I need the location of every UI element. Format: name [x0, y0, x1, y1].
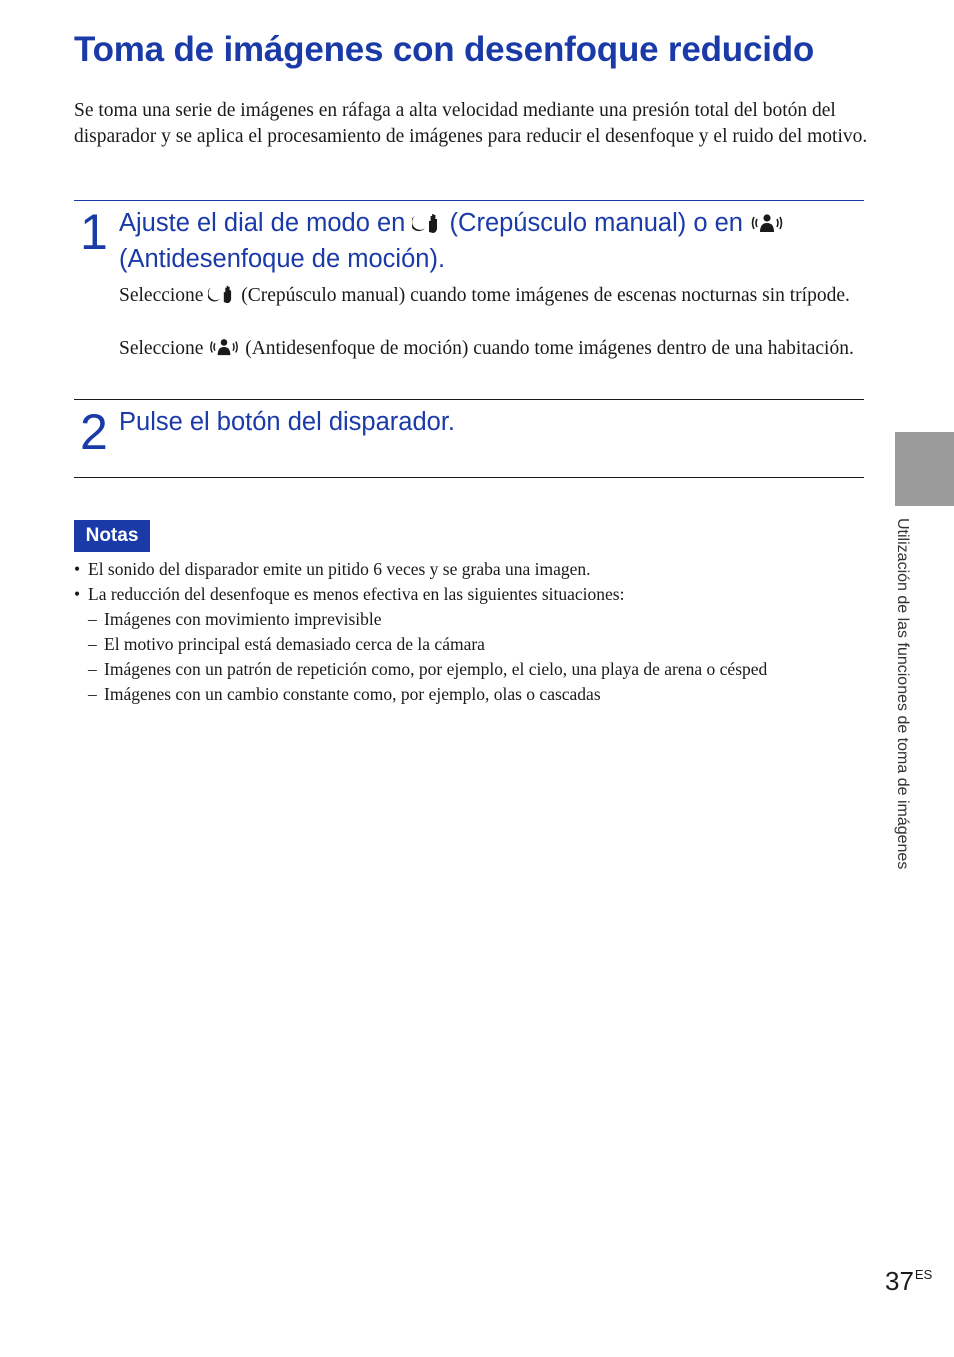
- page-number: [885, 1266, 932, 1297]
- note-item: • El sonido del disparador emite un pitido 6 veces y se graba una imagen.: [74, 559, 591, 579]
- twilight-handheld-icon: [208, 284, 236, 312]
- step-2-number: 2: [80, 404, 108, 460]
- step-1-number: 1: [80, 204, 108, 260]
- anti-motion-blur-icon: [208, 337, 240, 365]
- note-subitem: – El motivo principal está demasiado cerca de la cámara: [88, 634, 485, 654]
- step-1-top-rule: [74, 200, 864, 201]
- notes-list: [74, 557, 874, 707]
- step-1-body-2a: Seleccione: [119, 338, 204, 359]
- step-1-body-line-2: [119, 336, 864, 365]
- step-1-body-2b: (Antidesenfoque de moción) cuando tome imágenes dentro de una habitación.: [245, 338, 854, 359]
- section-side-label: Utilización de las funciones de toma de imágenes: [894, 518, 911, 870]
- step-1-body-1a: Seleccione: [119, 285, 204, 306]
- step-1-title-part-c: (Antidesenfoque de moción).: [119, 245, 446, 273]
- note-subitem: – Imágenes con un patrón de repetición como, por ejemplo, el cielo, una playa de arena o césped: [88, 659, 768, 679]
- note-subitem: – Imágenes con movimiento imprevisible: [88, 609, 382, 629]
- step-2-title: Pulse el botón del disparador.: [119, 408, 455, 436]
- note-subitem: – Imágenes con un cambio constante como, por ejemplo, olas o cascadas: [88, 684, 601, 704]
- step-1-title: [119, 207, 859, 276]
- intro-paragraph: Se toma una serie de imágenes en ráfaga a alta velocidad mediante una presión total del botón del disparador y se aplica el procesamiento de imágenes para reducir el desenfoque y el ruido del motivo.: [74, 100, 868, 147]
- notes-badge: Notas: [74, 520, 150, 552]
- note-item: • La reducción del desenfoque es menos efectiva en las siguientes situaciones:: [74, 584, 625, 604]
- steps-bottom-rule: [74, 477, 864, 478]
- twilight-handheld-icon: [412, 210, 442, 243]
- step-1-body-line-1: [119, 283, 864, 312]
- page-title: Toma de imágenes con desenfoque reducido: [74, 30, 815, 69]
- step-1-body-1b: (Crepúsculo manual) cuando tome imágenes de escenas nocturnas sin trípode.: [241, 285, 850, 306]
- step-1-title-part-a: Ajuste el dial de modo en: [119, 209, 406, 237]
- step-2-top-rule: [74, 399, 864, 400]
- page-language-code: ES: [914, 1267, 933, 1282]
- anti-motion-blur-icon: [750, 210, 784, 243]
- page-number-value: 37: [885, 1266, 914, 1296]
- section-side-tab: [895, 432, 954, 506]
- step-1-title-part-b: (Crepúsculo manual) o en: [449, 209, 743, 237]
